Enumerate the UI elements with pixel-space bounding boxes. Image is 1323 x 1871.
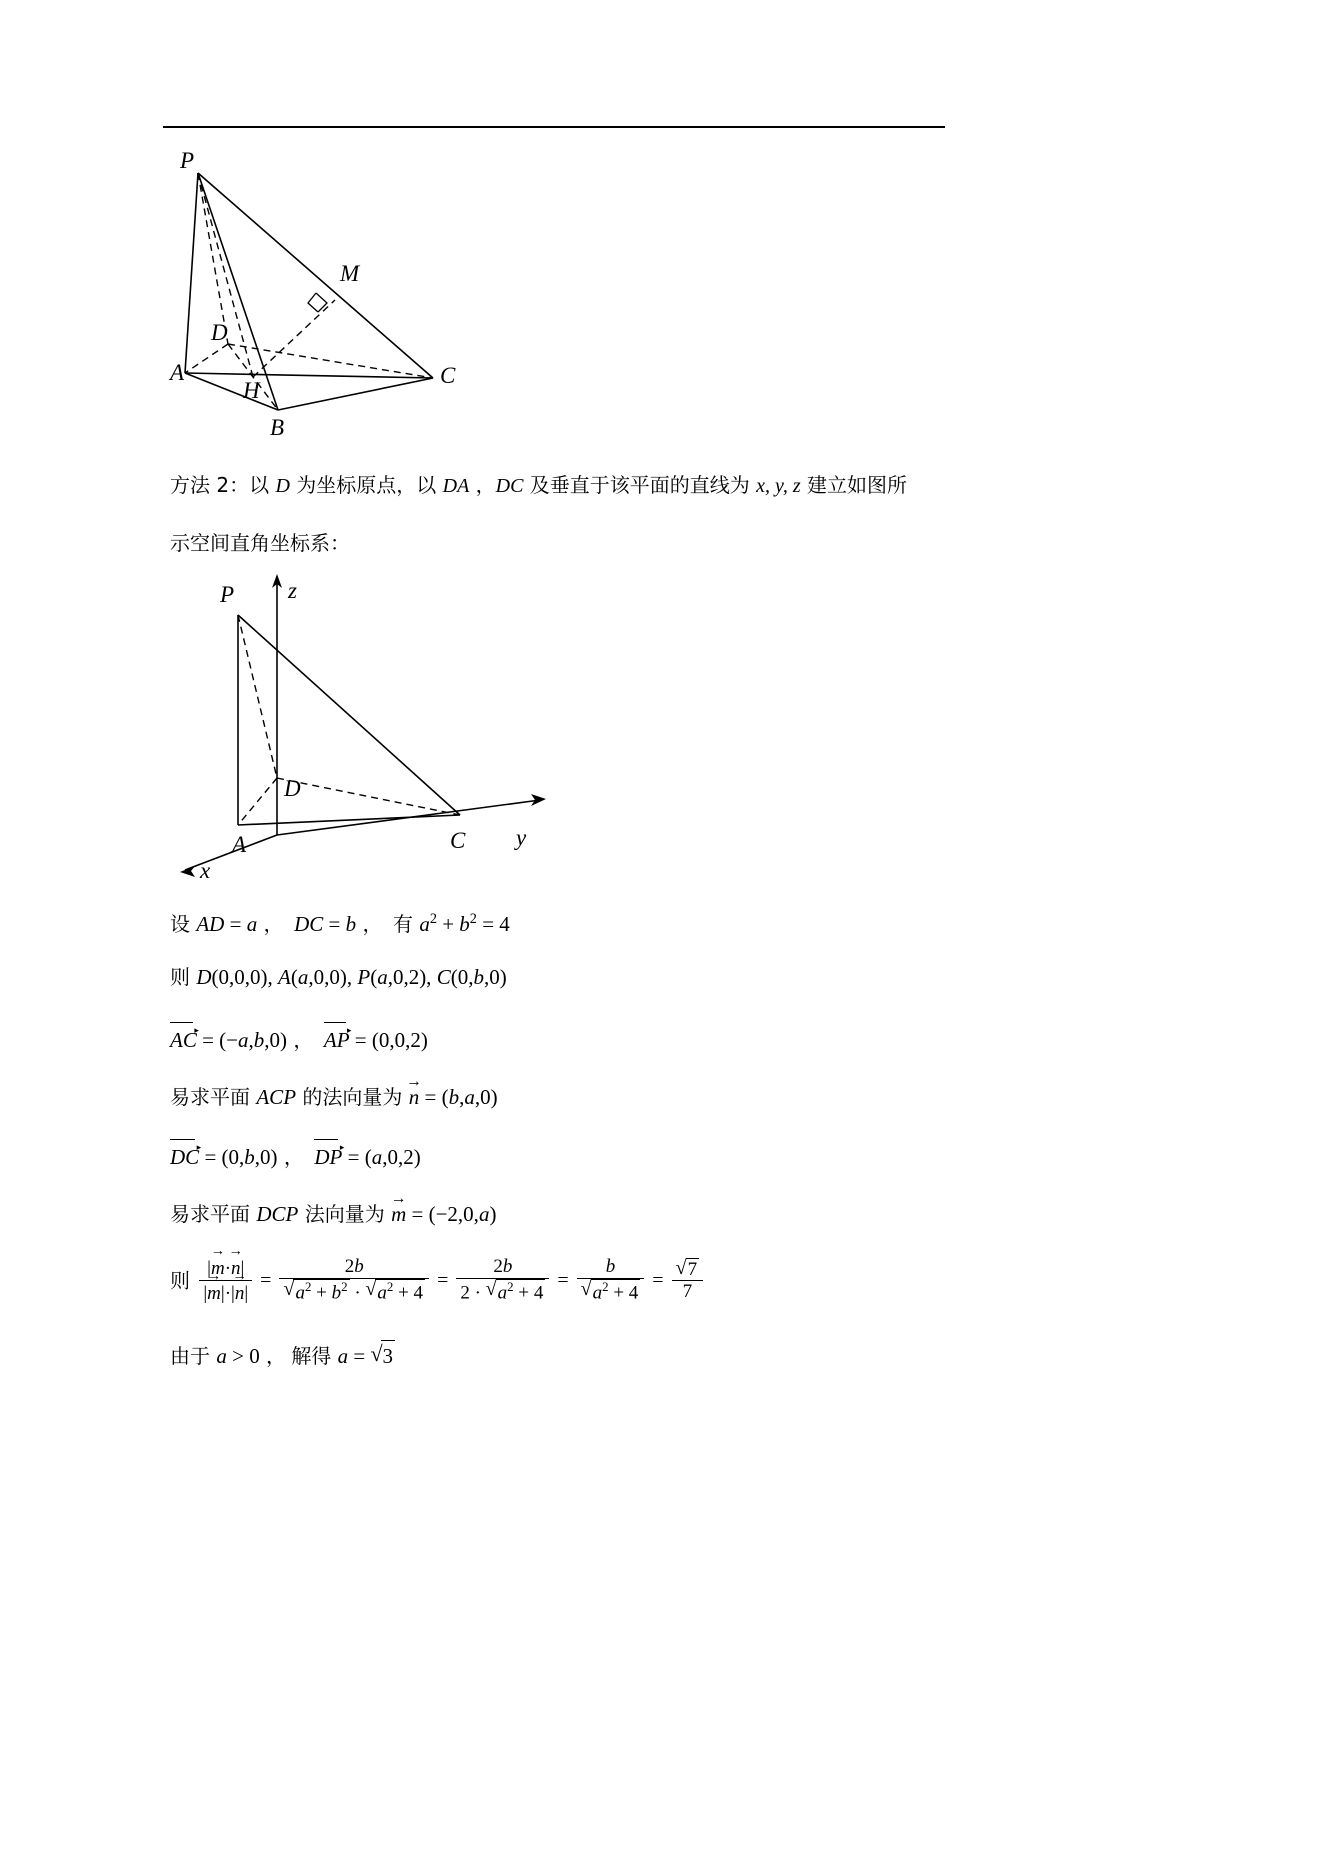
origin-point: D — [275, 475, 290, 497]
svg-text:C: C — [450, 828, 466, 853]
svg-text:C: C — [440, 363, 456, 388]
svg-text:A: A — [170, 360, 185, 385]
svg-text:y: y — [516, 825, 527, 850]
method-line-2: 示空间直角坐标系： — [170, 531, 350, 555]
svg-text:P: P — [220, 582, 235, 607]
svg-text:z: z — [288, 578, 297, 603]
svg-text:x: x — [200, 858, 211, 880]
svg-text:B: B — [270, 415, 285, 440]
segment-da: DA — [442, 475, 470, 497]
segment-dc: DC — [495, 475, 524, 497]
svg-text:M: M — [340, 261, 360, 286]
method-line-1: 方法 2：以 D 为坐标原点，以 DA ，DC 及垂直于该平面的直线为 x, y, z 建立如图所 — [170, 473, 907, 497]
step-cosine: 则 $\frac{|m \to\cdot n \to|}{|m \to|\cdot|n \to|}$ = 2b √ $a^2 + b^2$ · √ $a^2 + 4$ = $\frac{2b}{2 \cdot √ a^2 + 4}$ = b √ $a^2 + 4$ = √ $\frac{7}{7}$ — [170, 1256, 706, 1305]
step-normal-dcp: 易求平面 DCP 法向量为 m → = (−2,0,a) — [170, 1197, 496, 1229]
figure-tetrahedron-diagram — [150, 140, 610, 460]
svg-text:H: H — [243, 378, 260, 403]
svg-text:A: A — [232, 832, 247, 857]
step-vectors-2: DC ▸ = (0,b,0) ， DP ▸ = (a,0,2) — [170, 1139, 421, 1172]
axes-label: x, y, z — [756, 475, 801, 497]
step-vectors-1: AC ▸ = (−a,b,0) ， AP ▸ = (0,0,2) — [170, 1022, 428, 1055]
svg-text:P: P — [180, 148, 195, 173]
step-normal-acp: 易求平面 ACP 的法向量为 n → = (b,a,0) — [170, 1080, 498, 1112]
svg-text:D: D — [211, 320, 228, 345]
step-conclusion: 由于 a > 0 ， 解得 a = √ 3 — [170, 1340, 395, 1371]
step-coords: 则 D(0,0,0), A(a,0,0), P(a,0,2), C(0,b,0) — [170, 965, 507, 989]
svg-text:D: D — [284, 776, 301, 801]
step-set: 设 AD = a ， DC = b ， 有 $a^2 + b^2 = 4$ — [170, 911, 510, 936]
right-angle-marker — [308, 293, 327, 312]
figure-coordinate-system-diagram — [150, 560, 620, 880]
header-rule — [163, 126, 945, 128]
